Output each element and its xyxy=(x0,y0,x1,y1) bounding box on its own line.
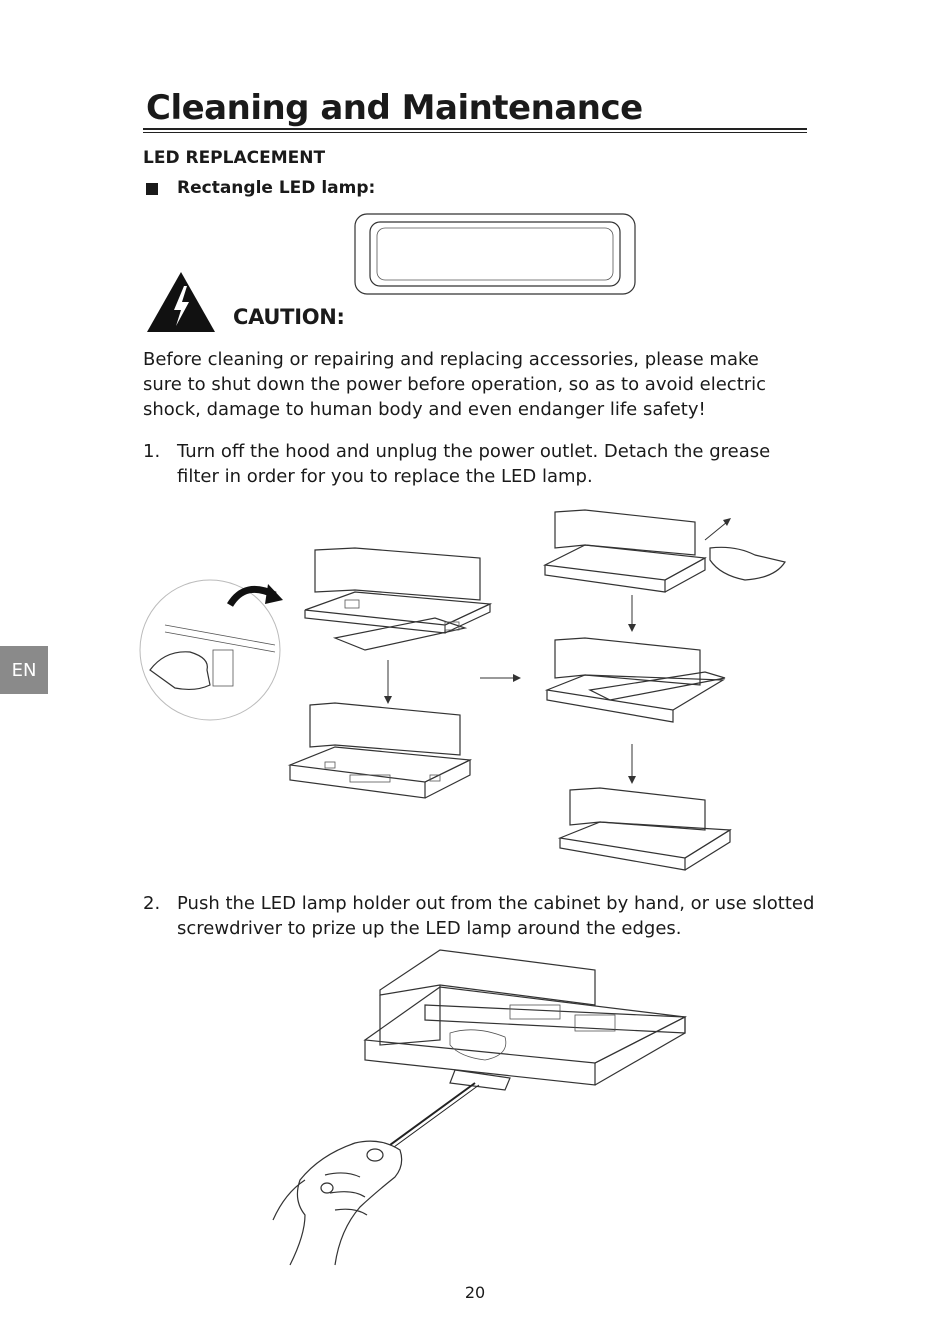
grease-filter-removal-diagram xyxy=(135,500,795,880)
page-number: 20 xyxy=(464,1283,486,1302)
electric-hazard-icon xyxy=(145,270,217,334)
title-rule-thick xyxy=(143,128,807,130)
step-text: Turn off the hood and unplug the power outlet. Detach the grease filter in order for you to replace the LED lamp. xyxy=(177,441,771,487)
square-bullet-icon xyxy=(146,183,158,195)
caution-label: CAUTION: xyxy=(233,305,345,329)
step-text: Push the LED lamp holder out from the cabinet by hand, or use slotted screwdriver to prize up the LED lamp around the edges. xyxy=(177,893,815,939)
section-heading: LED REPLACEMENT xyxy=(143,148,326,168)
caution-text: Before cleaning or repairing and replacing accessories, please make sure to shut down the power before operation, so as to avoid electric shock, damage to human body and even endanger life safety! xyxy=(143,349,767,420)
led-lamp-illustration xyxy=(350,210,640,298)
language-tab: EN xyxy=(0,646,48,694)
step-number: 2. xyxy=(143,893,161,914)
page-title: Cleaning and Maintenance xyxy=(146,88,643,128)
subheading: Rectangle LED lamp: xyxy=(177,178,376,198)
led-removal-screwdriver-diagram xyxy=(265,945,695,1275)
title-rule-thin xyxy=(143,132,807,133)
step-number: 1. xyxy=(143,441,161,462)
